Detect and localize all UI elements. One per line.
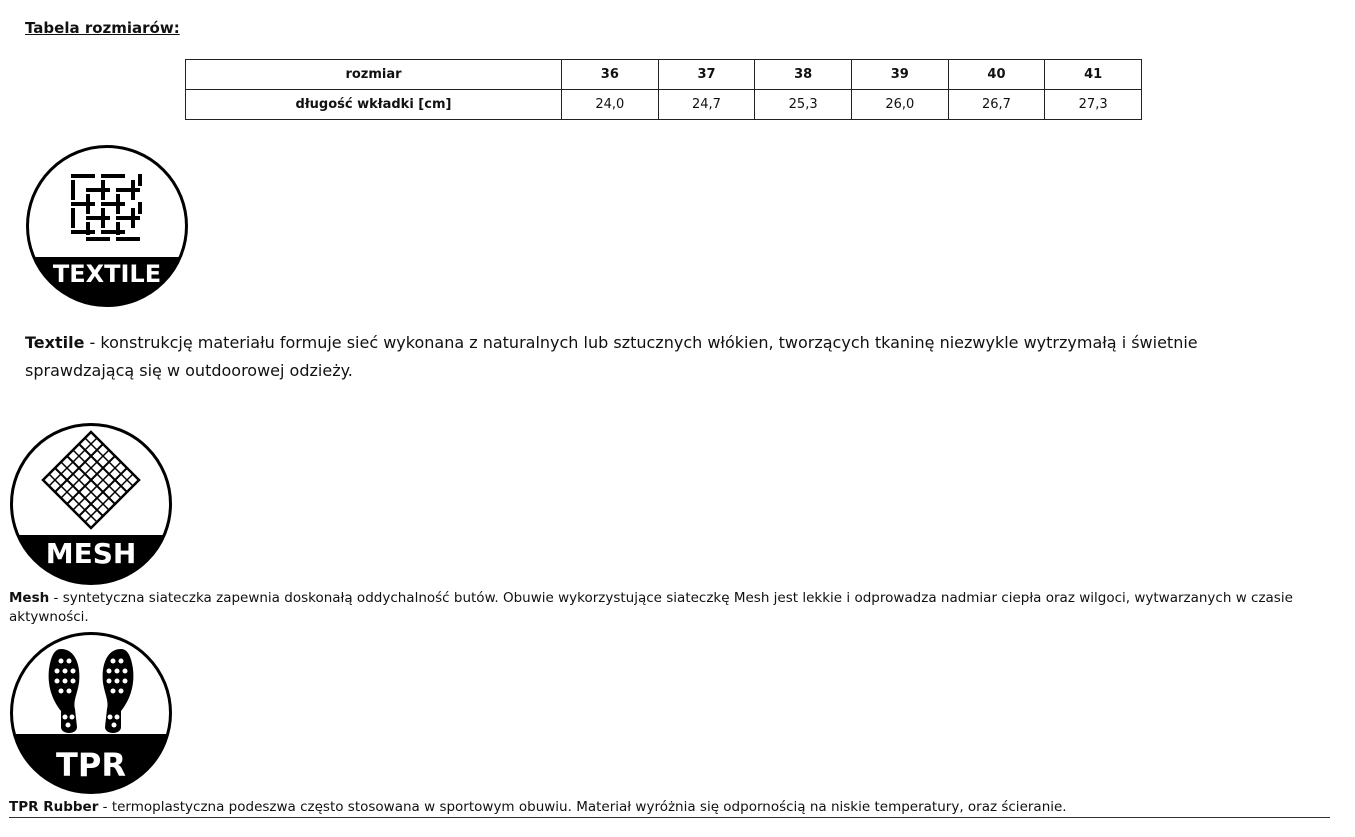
tpr-badge-label: TPR: [56, 746, 126, 784]
size-header-cell: 38: [755, 60, 852, 90]
size-table-row: [186, 90, 1142, 120]
textile-badge-label: TEXTILE: [52, 260, 162, 288]
tpr-name: TPR Rubber: [9, 799, 99, 815]
size-value-cell: 26,0: [851, 90, 948, 120]
size-table: [185, 59, 1142, 120]
size-value-cell: 26,7: [948, 90, 1045, 120]
size-value-cell: 27,3: [1045, 90, 1142, 120]
mesh-name: Mesh: [9, 590, 50, 606]
mesh-text: - syntetyczna siateczka zapewnia doskonałą oddychalność butów. Obuwie wykorzystujące siateczkę Mesh jest lekkie i odprowadza nadmiar ciepła oraz wilgoci, wytwarzanych w czasie aktywności.: [9, 590, 1293, 625]
size-header-cell: 41: [1045, 60, 1142, 90]
size-header-cell: 37: [658, 60, 755, 90]
size-table-title: Tabela rozmiarów:: [25, 19, 180, 37]
textile-badge: [25, 144, 189, 308]
size-value-cell: 25,3: [755, 90, 852, 120]
size-header-cell: 36: [562, 60, 659, 90]
tpr-badge: [9, 631, 173, 795]
textile-name: Textile: [25, 333, 85, 352]
size-header-cell: 40: [948, 60, 1045, 90]
size-value-cell: 24,0: [562, 90, 659, 120]
size-value-cell: długość wkładki [cm]: [186, 90, 562, 120]
tpr-text: - termoplastyczna podeszwa często stosowana w sportowym obuwiu. Materiał wyróżnia się odpornością na niskie temperatury, oraz ścieranie.: [98, 799, 1067, 815]
size-value-cell: 24,7: [658, 90, 755, 120]
mesh-description: [9, 589, 1329, 627]
textile-text: - konstrukcję materiału formuje sieć wykonana z naturalnych lub sztucznych włókien, tworzących tkaninę niezwykle wytrzymałą i świetnie sprawdzającą się w outdoorowej odzieży.: [25, 333, 1198, 380]
mesh-badge-label: MESH: [45, 537, 137, 570]
bottom-divider: [9, 817, 1330, 818]
size-header-cell: rozmiar: [186, 60, 562, 90]
mesh-badge: [9, 422, 173, 586]
size-table-header-row: [186, 60, 1142, 90]
textile-description: [25, 329, 1255, 385]
tpr-description: [9, 798, 1329, 817]
size-header-cell: 39: [851, 60, 948, 90]
